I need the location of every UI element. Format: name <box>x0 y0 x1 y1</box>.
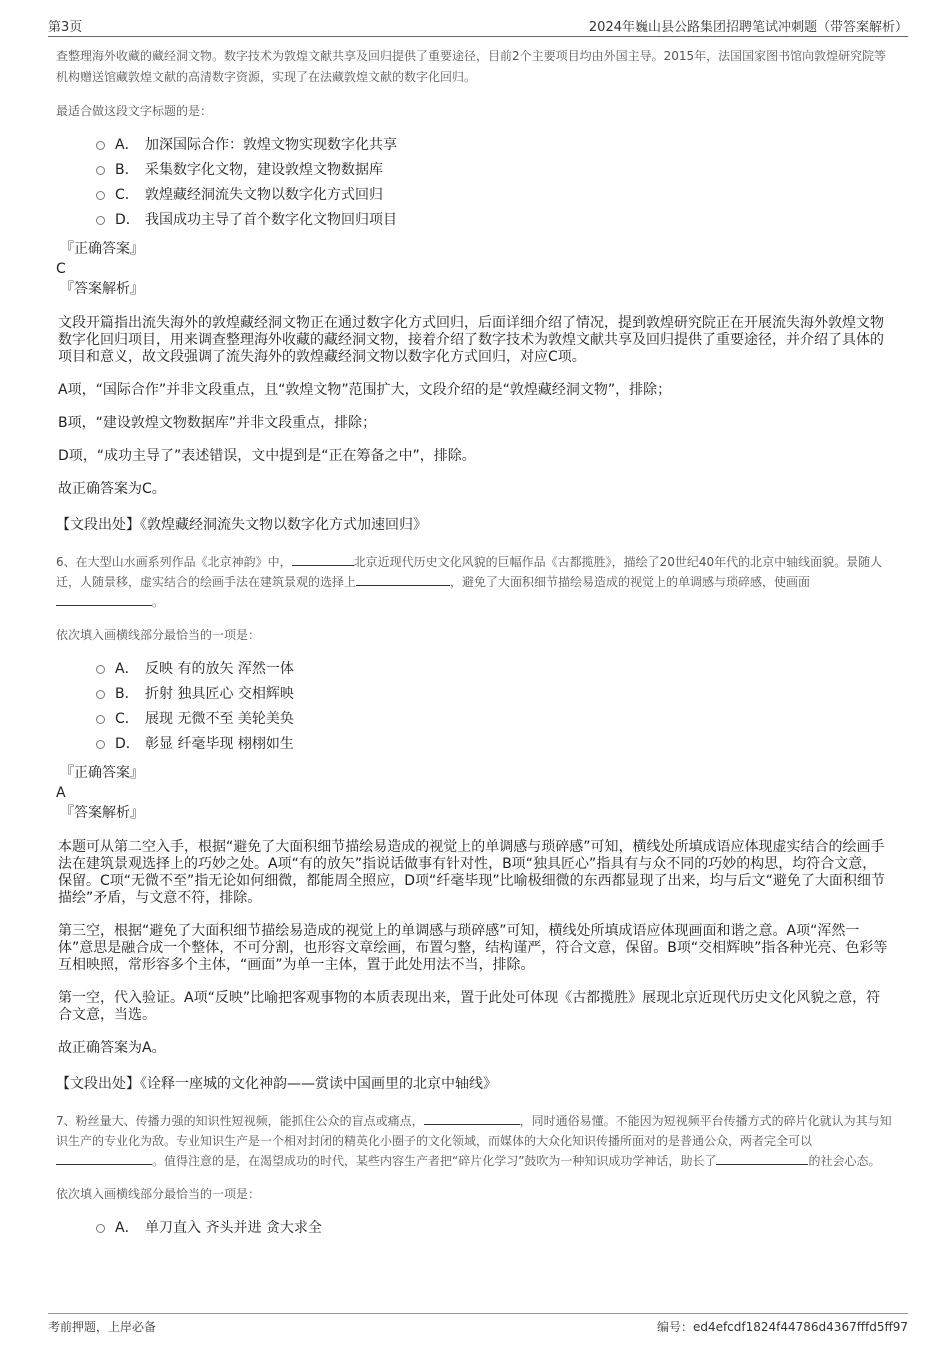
q6-option-c[interactable]: C． 展现 无微不至 美轮美奂 <box>96 705 898 730</box>
q5-option-c[interactable]: C． 敦煌藏经洞流失文物以数字化方式回归 <box>96 181 898 206</box>
blank-line <box>716 1152 808 1165</box>
q6-source: 【文段出处】《诠释一座城的文化神韵——赏读中国画里的北京中轴线》 <box>56 1076 497 1092</box>
q6-option-b[interactable]: B． 折射 独具匠心 交相辉映 <box>96 680 898 705</box>
q5-answer-label: 『正确答案』 <box>60 241 144 257</box>
blank-line <box>356 573 450 586</box>
blank-line <box>56 1152 152 1165</box>
document-title: 2024年巍山县公路集团招聘笔试冲刺题（带答案解析） <box>588 20 908 35</box>
radio-icon[interactable] <box>96 740 105 749</box>
q6-answer: A <box>56 785 66 801</box>
q5-option-a[interactable]: A． 加深国际合作：敦煌文物实现数字化共享 <box>96 131 898 156</box>
q6-prompt: 依次填入画横线部分最恰当的一项是： <box>56 628 261 642</box>
q5-analysis-1: 文段开篇指出流失海外的敦煌藏经洞文物正在通过数字化方式回归，后面详细介绍了情况，提到敦煌研究院正在开展流失海外敦煌文物数字化回归项目，用来调查整理海外收藏的藏经洞文物，接着介绍了数字技术为敦煌文献共享及回归提供了重要途径，并介绍了具体的项目和意义，故文段强调了流失海外的敦煌藏经洞文物以数字化方式回归，对应C项。 <box>58 315 884 365</box>
q5-source: 【文段出处】《敦煌藏经洞流失文物以数字化方式加速回归》 <box>56 517 427 533</box>
radio-icon[interactable] <box>96 166 105 175</box>
page-footer <box>48 1313 908 1338</box>
q5-answer: C <box>56 261 66 277</box>
radio-icon[interactable] <box>96 690 105 699</box>
q6-options <box>96 655 898 755</box>
q7-option-a[interactable]: A． 单刀直入 齐头并进 贪大求全 <box>96 1214 898 1239</box>
q6-analysis-label: 『答案解析』 <box>60 805 144 821</box>
radio-icon[interactable] <box>96 216 105 225</box>
q6-option-a[interactable]: A． 反映 有的放矢 浑然一体 <box>96 655 898 680</box>
q6-option-d[interactable]: D． 彰显 纤毫毕现 栩栩如生 <box>96 730 898 755</box>
q5-analysis-3: B项，“建设敦煌文物数据库”并非文段重点，排除； <box>58 415 377 431</box>
q7-stem: 7、粉丝量大、传播力强的知识性短视频，能抓住公众的盲点或痛点， ，同时通俗易懂。不能因为短视频平台传播方式的碎片化就认为其与知识生产的专业化为敌。专业知识生产是一个相对封闭的精英化小圈子的文化领域，而媒体的大众化知识传播所面对的是普通公众，两者完全可以。值得注意的是，在渴望成功的时代，某些内容生产者把“碎片化学习”鼓吹为一种知识成功学神话，助长了 的社会心态。 <box>56 1114 892 1168</box>
q5-analysis-2: A项，“国际合作”并非文段重点，且“敦煌文物”范围扩大，文段介绍的是“敦煌藏经洞文物”，排除； <box>58 382 672 398</box>
q5-analysis-4: D项，“成功主导了”表述错误，文中提到是“正在筹备之中”，排除。 <box>58 448 476 464</box>
q6-analysis-4: 故正确答案为A。 <box>58 1040 166 1056</box>
q5-passage: 查整理海外收藏的藏经洞文物。数字技术为敦煌文献共享及回归提供了重要途径，目前2个主要项目均由外国主导。2015年，法国国家图书馆向敦煌研究院等机构赠送馆藏敦煌文献的高清数字资源，实现了在法藏敦煌文献的数字化回归。 <box>56 49 887 84</box>
document-id: 编号：ed4efcdf1824f44786d4367fffd5ff97 <box>656 1320 908 1334</box>
q5-option-d[interactable]: D． 我国成功主导了首个数字化文物回归项目 <box>96 206 898 231</box>
q6-answer-label: 『正确答案』 <box>60 765 144 781</box>
blank-line <box>56 593 152 606</box>
q7-options <box>96 1214 898 1239</box>
blank-line <box>292 553 354 566</box>
q6-analysis-1: 本题可从第二空入手，根据“避免了大面积细节描绘易造成的视觉上的单调感与琐碎感”可知，横线处所填成语应体现虚实结合的绘画手法在建筑景观选择上的巧妙之处。A项“有的放矢”指说话做事有针对性，B项“独具匠心”指具有与众不同的巧妙的构思，均符合文意，保留。C项“无微不至”指无论如何细微，都能周全照应，D项“纤毫毕现”比喻极细微的东西都显现了出来，均与后文“避免了大面积细节描绘”矛盾，与文意不符，排除。 <box>58 839 885 906</box>
footer-slogan: 考前押题，上岸必备 <box>48 1320 157 1334</box>
q5-analysis-label: 『答案解析』 <box>60 281 144 297</box>
q6-analysis-2: 第三空，根据“避免了大面积细节描绘易造成的视觉上的单调感与琐碎感”可知，横线处所填成语应体现画面和谐之意。A项“浑然一体”意思是融合成一个整体，不可分割，也形容文章绘画，布置匀整，结构谨严，符合文意，保留。B项“交相辉映”指各种光亮、色彩等互相映照，常形容多个主体，“画面”为单一主体，置于此处用法不当，排除。 <box>58 923 888 973</box>
page-number: 第3页 <box>48 20 83 35</box>
q6-analysis-3: 第一空，代入验证。A项“反映”比喻把客观事物的本质表现出来，置于此处可体现《古都揽胜》展现北京近现代历史文化风貌之意，符合文意，当选。 <box>58 990 881 1023</box>
radio-icon[interactable] <box>96 191 105 200</box>
q5-options <box>96 131 898 231</box>
radio-icon[interactable] <box>96 1224 105 1233</box>
blank-line <box>424 1112 520 1125</box>
radio-icon[interactable] <box>96 715 105 724</box>
q5-option-b[interactable]: B． 采集数字化文物，建设敦煌文物数据库 <box>96 156 898 181</box>
q7-prompt: 依次填入画横线部分最恰当的一项是： <box>56 1187 261 1201</box>
page-content <box>56 46 898 1247</box>
q6-stem: 6、在大型山水画系列作品《北京神韵》中， 北京近现代历史文化风貌的巨幅作品《古都揽胜》，描绘了20世纪40年代的北京中轴线面貌。景随人迁，人随景移，虚实结合的绘画手法在建筑景观的选择上 ，避免了大面积细节描绘易造成的视觉上的单调感与琐碎感，使画面。 <box>56 555 883 609</box>
radio-icon[interactable] <box>96 665 105 674</box>
q5-analysis-5: 故正确答案为C。 <box>58 481 166 497</box>
page-header <box>48 14 908 37</box>
radio-icon[interactable] <box>96 141 105 150</box>
q5-prompt: 最适合做这段文字标题的是： <box>56 104 213 118</box>
